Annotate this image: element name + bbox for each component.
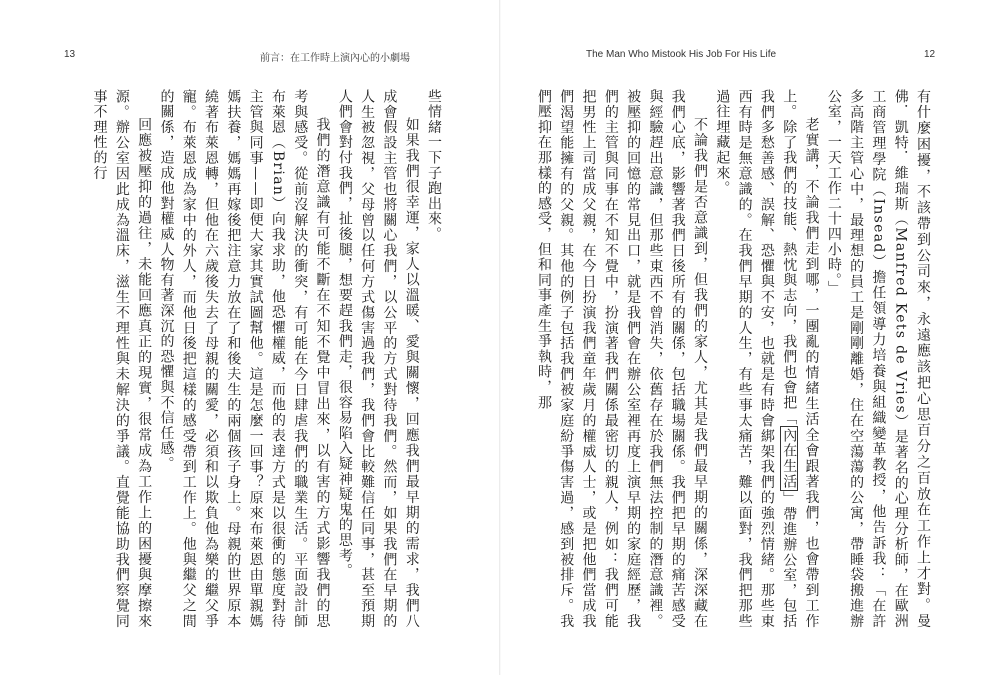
running-title: 前言：在工作時上演內心的小劇場: [260, 53, 410, 64]
paragraph: [711, 89, 822, 629]
right-page: [500, 0, 1000, 675]
paragraph: 我們的潛意識有可能不斷在不知不覺中冒出來，以有害的方式影響我們的思考與感受。從前沒解決的衝突，有可能在今日肆虐我們的職業生活。平面設計師布萊恩（Brian）向我求助，他恐懼權威，而他的表達方式是以很衝的態度對待主管與同事——即便大家其實試圖幫他。這是怎麼一回事？原來布萊恩由單親媽媽扶養，媽媽再嫁後把注意力放在了和後夫生的兩個孩子身上。母親的世界原本繞著布萊恩轉，但他在六歲後失去了母親的關愛，必須和以欺負他為樂的繼父爭寵。布萊恩成為家中的外人，而他日後把這樣的感受帶到工作上。他與繼父之間的關係，造成他對權威人物有著深沉的恐懼與不信任感。: [158, 89, 331, 629]
page-number: 12: [924, 49, 936, 60]
paragraph-text: 老實講，不論我們走到哪，一團亂的情緒生活全會跟著我們，也會帶到工作上。除了我們的技能、熱忱與志向，我們也會把「: [781, 89, 820, 629]
paragraph: 有什麼困擾，不該帶到公司來，永遠應該把心思百分之百放在工作上才對。曼佛．凱特．維瑞斯（Manfred Kets de Vries）是著名的心理分析師，在歐洲工商管理學院（Insead）擔任領導力培養與組織變革教授，他告訴我：「在許多高階主管心中，最理想的員工是剛剛離婚，住在空蕩蕩的公寓，帶睡袋搬進辦公室，一天工作二十四小時。」: [825, 89, 931, 629]
boxed-term: 內在生活: [781, 427, 798, 490]
paragraph: 回應被壓抑的過往，未能回應真正的現實，很常成為工作上的困擾與摩擦來源。辦公室因此成為溫床，滋生不理性與未解決的爭議。直覺能協助我們察覺同事不理性的行: [91, 89, 153, 629]
paragraph-text: 」帶進辦公室，包括我們多愁善感、誤解、恐懼與不安，也就是有時會綁架我們的強烈情緒。那些東西有時是無意識的。在我們早期的人生，有些事太痛苦，難以面對，我們把那些過往埋藏起來。: [714, 89, 798, 630]
body-text: [93, 89, 445, 629]
paragraph: 不論我們是否意識到，但我們的家人，尤其是我們最早期的關係，深深藏在我們心底，影響著我們日後所有的關係，包括職場關係。我們把早期的痛苦感受與經驗趕出意識，但那些東西不曾消失，依舊存在於我們無法控制的潛意識裡。被壓抑的回憶的常見出口，就是我們會在辦公室裡再度上演早期的家庭經歷，我們的主管與同事在不知不覺中，扮演著我們關係最密切的親人，例如：我們可能把男性上司當成父親，在今日扮演我們童年歲月的權威人士，或是把他們當成我們渴望能擁有的父親。其他的例子包括我們被家庭紛爭傷害過，感到被排斥。我們壓抑在那樣的感受，但和同事產生爭執時，那: [535, 89, 709, 629]
paragraph: 如果我們很幸運，家人以溫暖、愛與關懷，回應我們最早期的需求，我們八成會假設主管也將關心我們，以公平的方式對待我們。然而，如果我們在早期的人生被忽視，父母曾以任何方式傷害過我們，我們會比較難信任同事，甚至預期人們會對付我們，扯後腿，想要趕我們走，很容易陷入疑神疑鬼的思考。: [336, 89, 420, 629]
body-text: [535, 89, 934, 630]
running-title: The Man Who Mistook His Job For His Life: [586, 49, 777, 60]
page-number: 13: [64, 49, 76, 60]
paragraph: 些情緒一下子跑出來。: [426, 89, 442, 242]
